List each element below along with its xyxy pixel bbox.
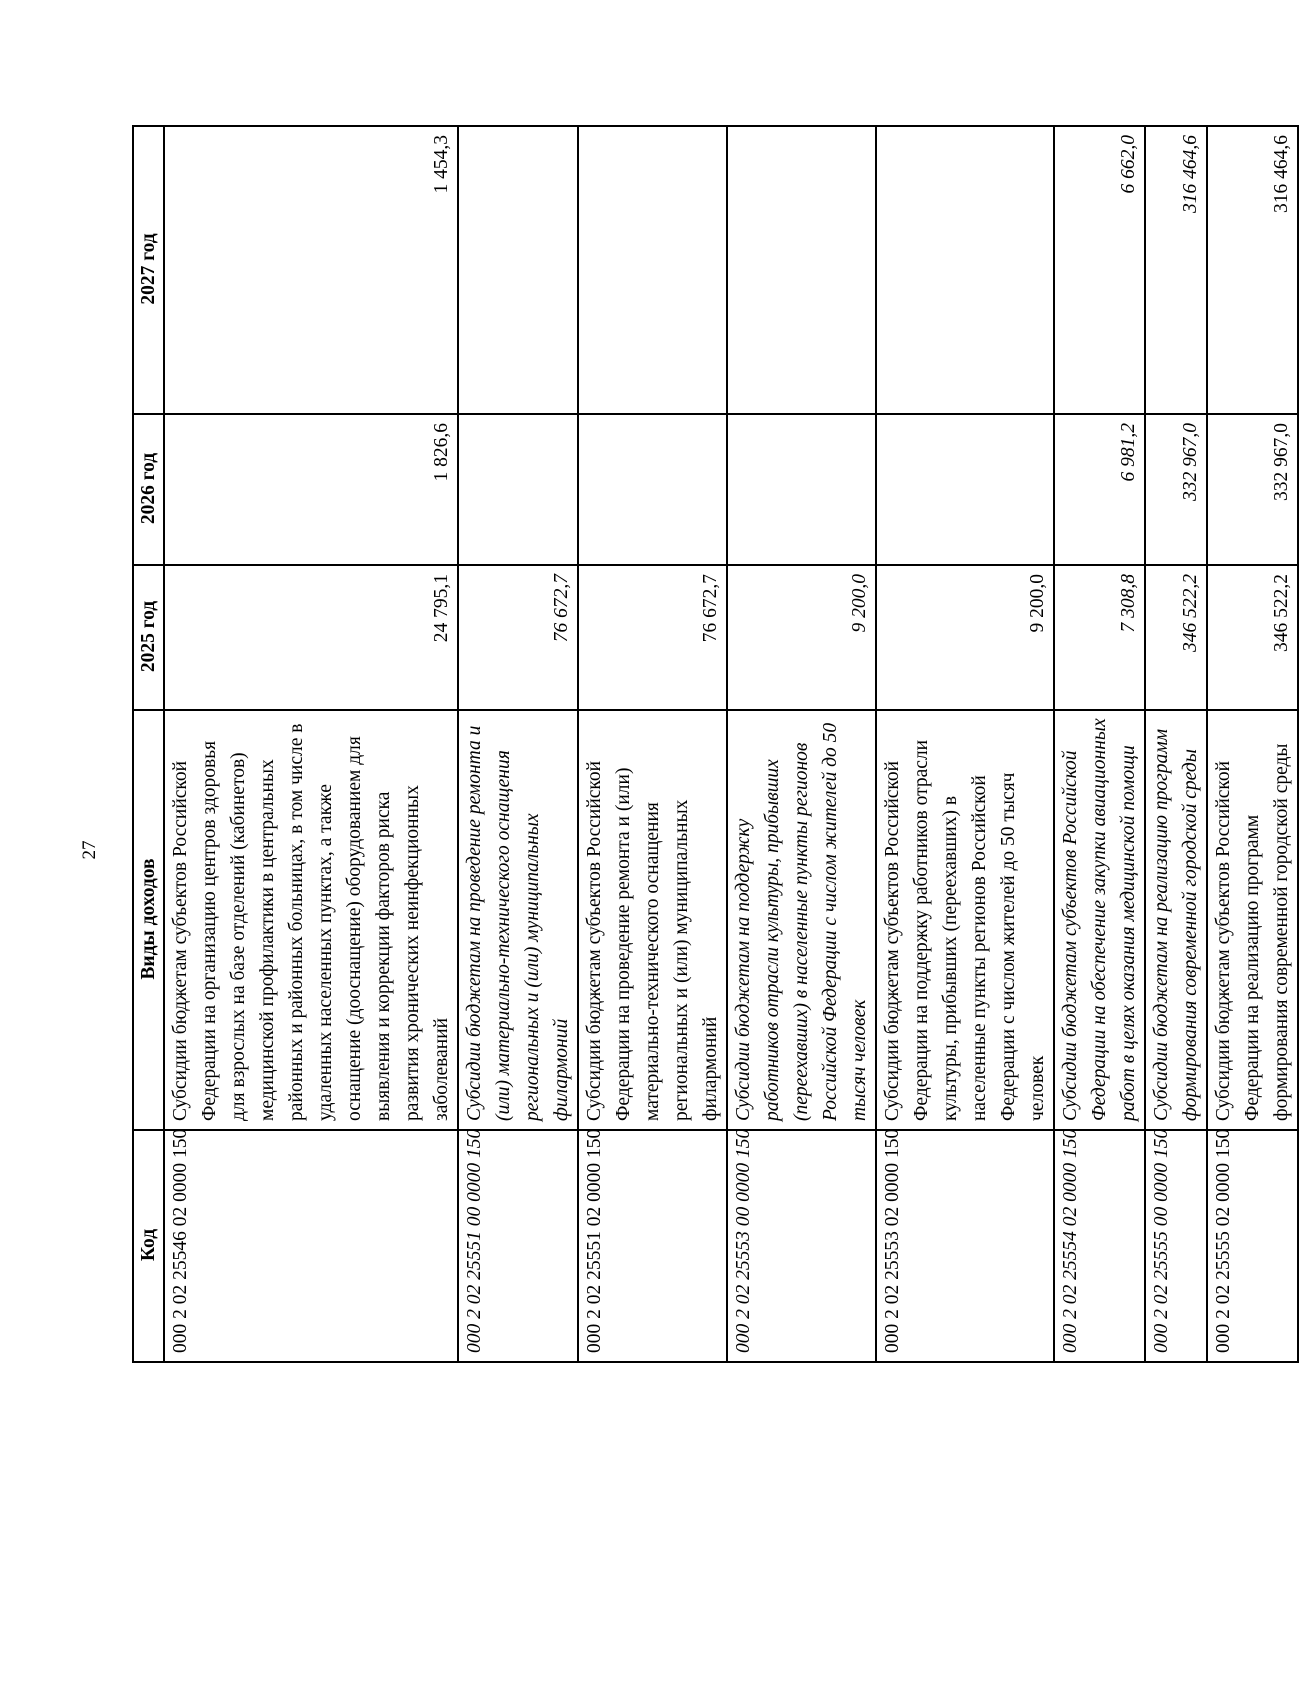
row-code: 000 2 02 25555 00 0000 150	[1145, 1130, 1207, 1362]
row-value-2026	[458, 414, 578, 565]
table-row	[1145, 126, 1207, 1362]
row-code: 000 2 02 25551 00 0000 150	[458, 1130, 578, 1362]
row-value-2027: 316 464,6	[1207, 126, 1298, 414]
row-value-2026: 332 967,0	[1145, 414, 1207, 565]
header-code: Код	[133, 1130, 164, 1362]
row-income-type: Субсидии бюджетам субъектов Российской Федерации на обеспечение закупки авиационных работ в целях оказания медицинской помощи	[1054, 710, 1145, 1130]
row-value-2025: 7 308,8	[1054, 565, 1145, 710]
header-2025: 2025 год	[133, 565, 164, 710]
row-value-2025: 346 522,2	[1145, 565, 1207, 710]
table-row	[1207, 126, 1298, 1362]
header-2026: 2026 год	[133, 414, 164, 565]
row-income-type: Субсидии бюджетам субъектов Российской Федерации на поддержку работников отрасли культуры, прибывших (переехавших) в населенные пункты регионов Российской Федерации с числом жителей до 50 тысяч человек	[876, 710, 1054, 1130]
row-value-2026	[876, 414, 1054, 565]
row-code: 000 2 02 25553 02 0000 150	[876, 1130, 1054, 1362]
row-income-type: Субсидии бюджетам субъектов Российской Федерации на организацию центров здоровья для взрослых на базе отделений (кабинетов) медицинской профилактики в центральных районных и районных больницах, в том числе в удаленных населенных пунктах, а также оснащение (дооснащение) оборудованием для выявления и коррекции факторов риска развития хронических неинфекционных заболеваний	[164, 710, 458, 1130]
income-table	[132, 125, 1299, 1363]
row-value-2026: 1 826,6	[164, 414, 458, 565]
row-value-2027: 316 464,6	[1145, 126, 1207, 414]
row-value-2026	[727, 414, 876, 565]
row-value-2026: 332 967,0	[1207, 414, 1298, 565]
table-row	[727, 126, 876, 1362]
row-value-2027: 6 662,0	[1054, 126, 1145, 414]
row-value-2025: 24 795,1	[164, 565, 458, 710]
row-code: 000 2 02 25555 02 0000 150	[1207, 1130, 1298, 1362]
row-code: 000 2 02 25551 02 0000 150	[578, 1130, 727, 1362]
row-income-type: Субсидии бюджетам на реализацию программ формирования современной городской среды	[1145, 710, 1207, 1130]
row-value-2027: 1 454,3	[164, 126, 458, 414]
row-value-2025: 9 200,0	[876, 565, 1054, 710]
table-row	[164, 126, 458, 1362]
row-value-2027	[727, 126, 876, 414]
table-row	[1054, 126, 1145, 1362]
table-row	[458, 126, 578, 1362]
row-value-2025: 346 522,2	[1207, 565, 1298, 710]
row-value-2026: 6 981,2	[1054, 414, 1145, 565]
row-value-2027	[876, 126, 1054, 414]
row-value-2025: 76 672,7	[578, 565, 727, 710]
row-code: 000 2 02 25553 00 0000 150	[727, 1130, 876, 1362]
row-income-type: Субсидии бюджетам на поддержку работников отрасли культуры, прибывших (переехавших) в населенные пункты регионов Российской Федерации с числом жителей до 50 тысяч человек	[727, 710, 876, 1130]
row-income-type: Субсидии бюджетам на проведение ремонта и (или) материально-технического оснащения региональных и (или) муниципальных филармоний	[458, 710, 578, 1130]
row-code: 000 2 02 25546 02 0000 150	[164, 1130, 458, 1362]
header-income-type: Виды доходов	[133, 710, 164, 1130]
row-value-2026	[578, 414, 727, 565]
row-value-2025: 76 672,7	[458, 565, 578, 710]
table-header-row	[133, 126, 164, 1362]
header-2027: 2027 год	[133, 126, 164, 414]
row-income-type: Субсидии бюджетам субъектов Российской Федерации на проведение ремонта и (или) материально-технического оснащения региональных и (или) муниципальных филармоний	[578, 710, 727, 1130]
row-value-2025: 9 200,0	[727, 565, 876, 710]
row-value-2027	[578, 126, 727, 414]
row-code: 000 2 02 25554 02 0000 150	[1054, 1130, 1145, 1362]
row-value-2027	[458, 126, 578, 414]
table-row	[876, 126, 1054, 1362]
rotated-table-container	[132, 127, 1292, 1363]
table-row	[578, 126, 727, 1362]
page-number: 27	[79, 840, 100, 860]
row-income-type: Субсидии бюджетам субъектов Российской Федерации на реализацию программ формирования современной городской среды	[1207, 710, 1298, 1130]
